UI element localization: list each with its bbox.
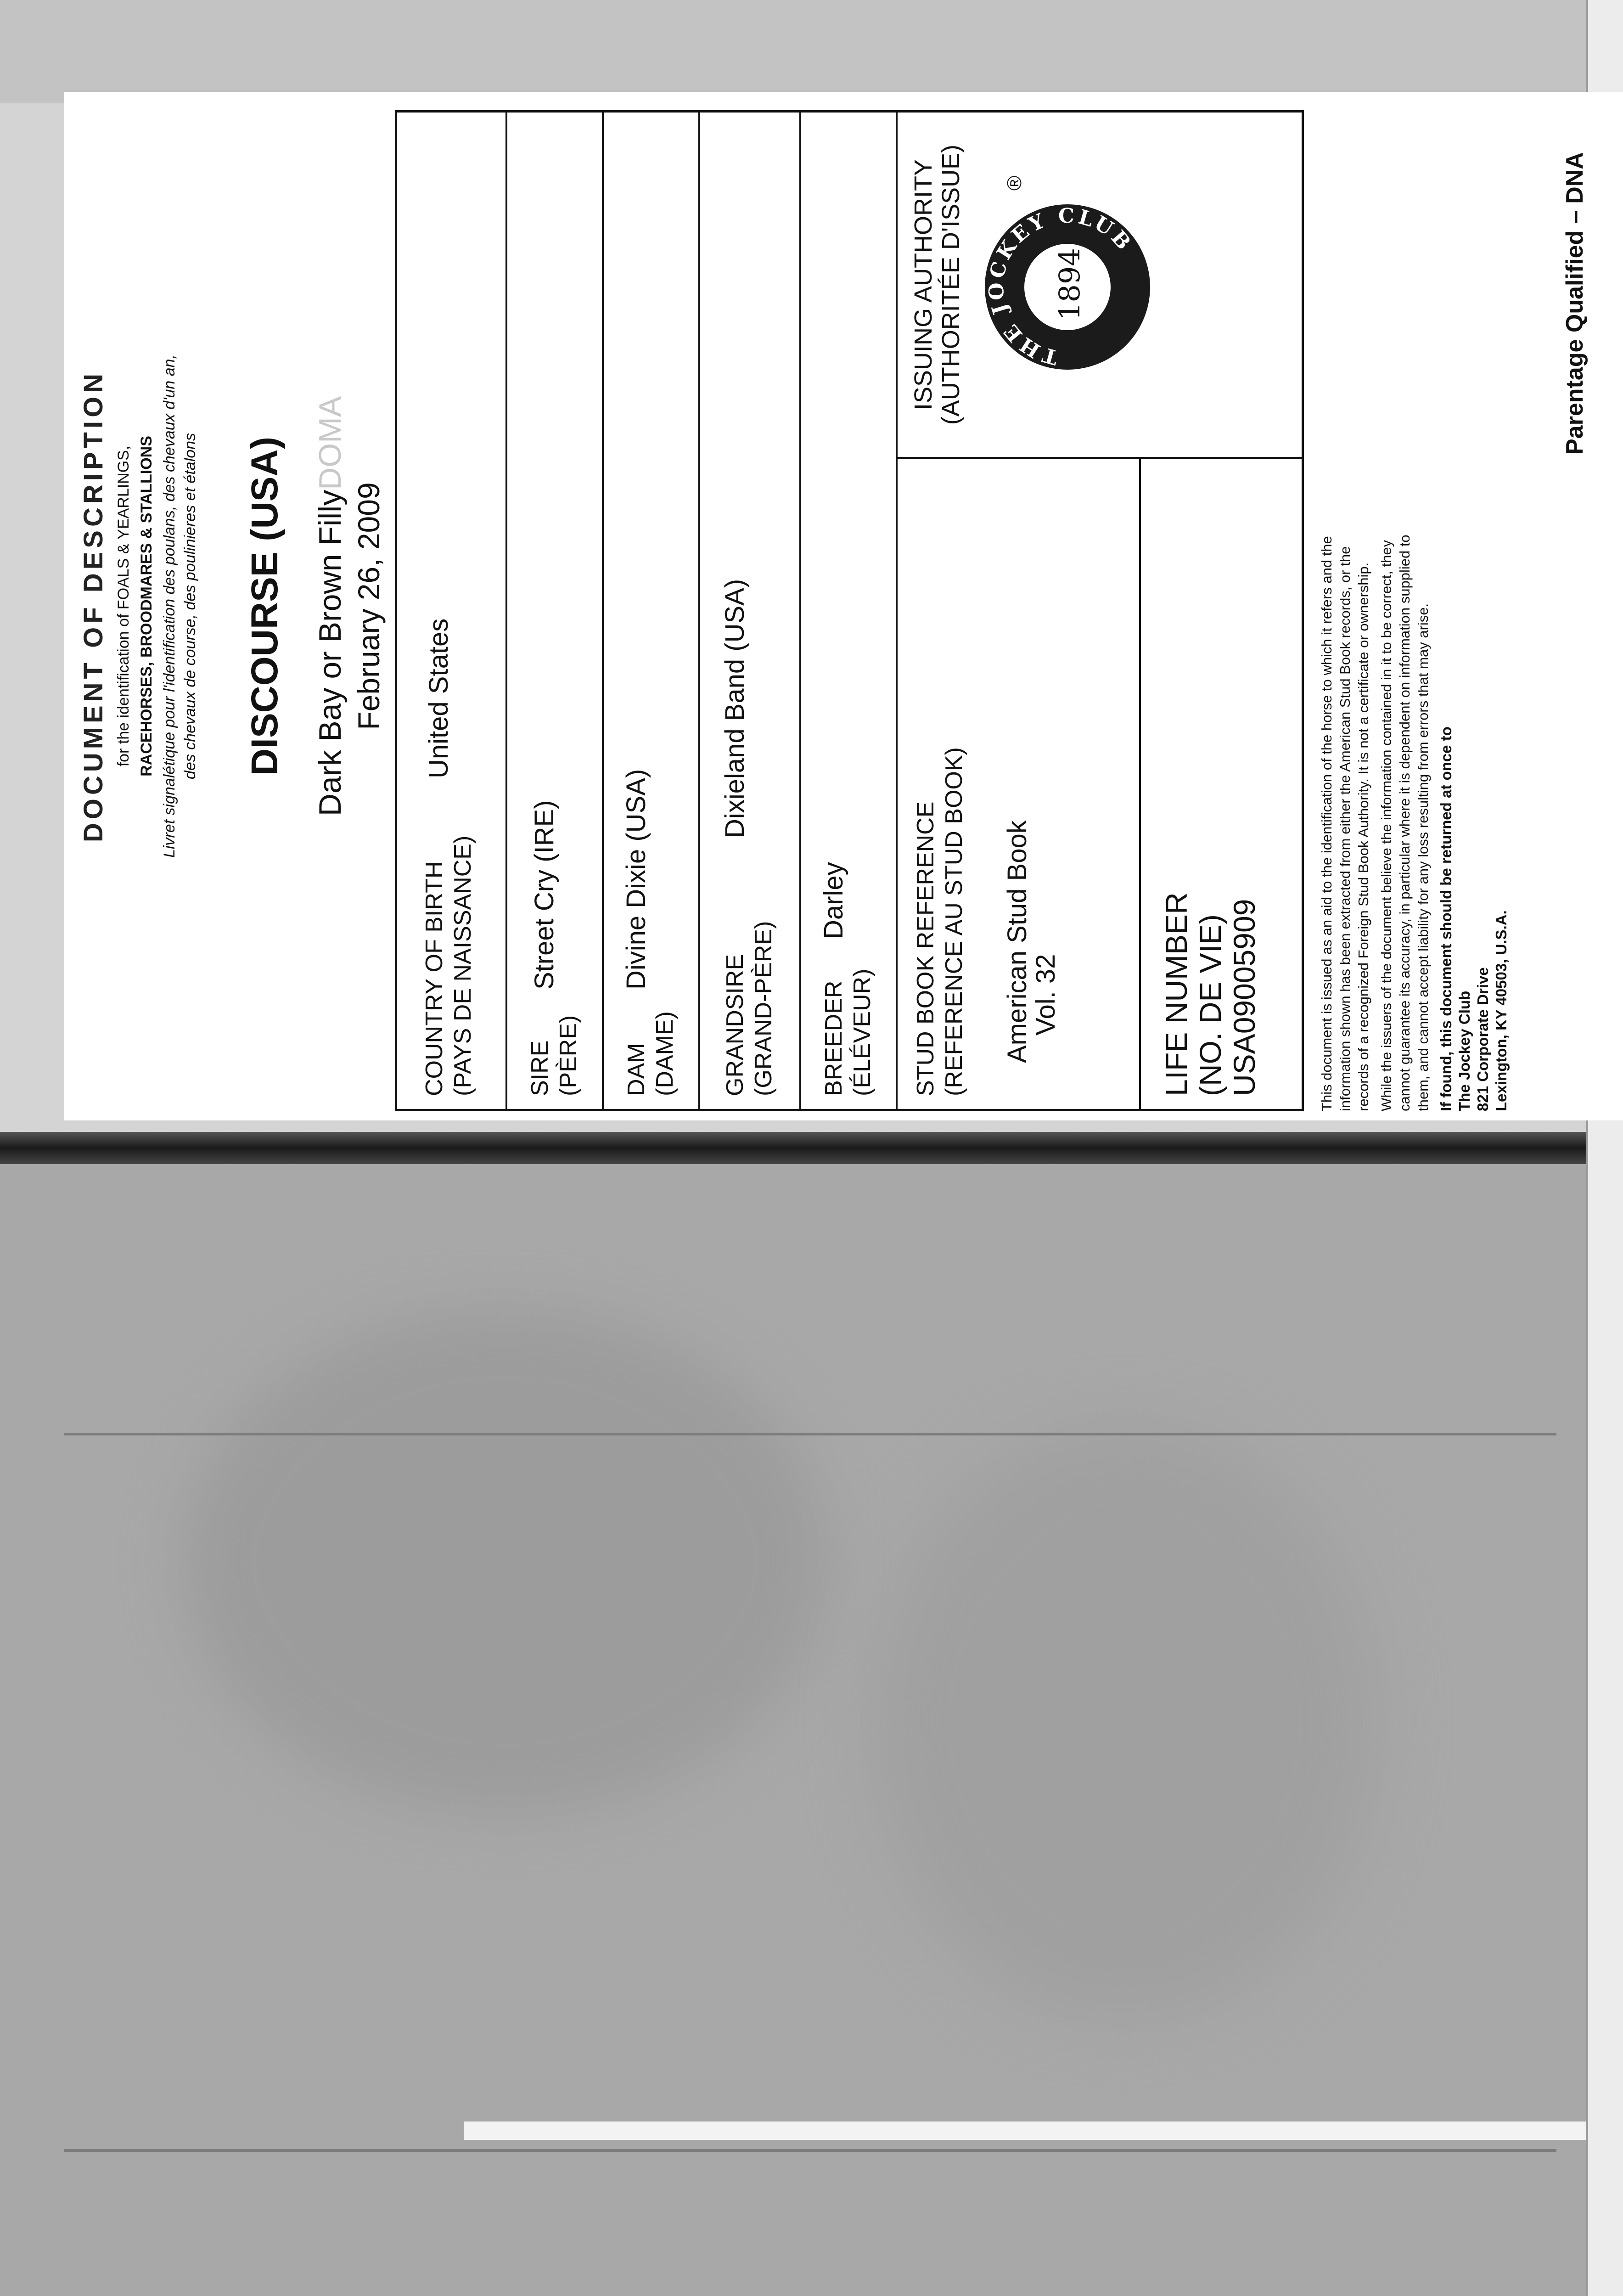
row-grandsire [700, 113, 801, 1109]
value-sire: Street Cry (IRE) [529, 800, 559, 990]
value-dam: Divine Dixie (USA) [621, 769, 651, 990]
value-life-number: USA09005909 [1227, 899, 1261, 1096]
seal-year: 1894 [1053, 248, 1086, 321]
label-breeder: BREEDER (ÉLÉVEUR) [820, 968, 876, 1096]
header-line: RACEHORSES, BROODMARES & STALLIONS [138, 436, 155, 777]
row-stud-book [898, 113, 1302, 1109]
registered-mark: ® [1003, 175, 1026, 191]
document-title: DOCUMENT OF DESCRIPTION [79, 370, 108, 843]
scan-margin-top [0, 0, 1586, 103]
header-line-french: des chevaux de course, des poulinieres et étalons [181, 433, 199, 780]
row-sire [507, 113, 604, 1109]
row-breeder [801, 113, 898, 1109]
row-country [397, 113, 507, 1109]
row-dam [604, 113, 700, 1109]
header-line: for the identification of FOALS & YEARLINGS, [115, 445, 132, 767]
label-issuing-authority-fr: (AUTHORITÉE D'ISSUE) [937, 144, 965, 425]
street-address: 821 Corporate Drive [1474, 967, 1491, 1111]
label-stud-book: STUD BOOK REFERENCE (REFERENCE AU STUD BOOK) [912, 747, 967, 1096]
label-country: COUNTRY OF BIRTH (PAYS DE NAISSANCE) [421, 835, 476, 1096]
fold-line [64, 2149, 1556, 2152]
page-edge [464, 2122, 1586, 2140]
stud-book-cell [898, 457, 1302, 1109]
registration-table [395, 110, 1304, 1111]
value-breeder: Darley [819, 862, 848, 939]
faded-imprint: DOMA [313, 396, 348, 490]
life-number: LIFE NUMBER (NO. DE VIE) USA09005909 [1159, 892, 1261, 1096]
seal-text: THE JOCKEY CLUB [985, 204, 1137, 369]
horse-name: DISCOURSE (USA) [244, 436, 286, 776]
seal-center [1022, 241, 1113, 333]
return-note: If found, this document should be returned at once to [1438, 726, 1455, 1111]
booklet-spine [0, 1132, 1586, 1164]
value-country: United States [424, 618, 454, 778]
disclaimer-paragraph-2: While the issuers of the document believe the information contained in it to be correct, they cannot guarantee its accuracy, in particular where it is dependent on information supplied to them, and cannot accept liability for any loss resulting from errors that may arise. [1378, 535, 1431, 1111]
document-page [64, 92, 1623, 1120]
org-name: The Jockey Club [1456, 990, 1473, 1111]
return-address [1437, 726, 1511, 1111]
value-grandsire: Dixieland Band (USA) [720, 579, 750, 838]
horse-description [312, 92, 348, 1120]
label-issuing-authority: ISSUING AUTHORITY [910, 159, 937, 411]
header-line-french: Livret signalétique pour l'identification des poulans, des chevaux d'un an, [161, 354, 178, 858]
dna-qualified-note: Parentage Qualified – DNA [1561, 152, 1588, 455]
issuing-authority-cell [898, 113, 1302, 457]
fold-line [64, 1433, 1556, 1435]
label-dam: DAM (DAME) [623, 1011, 678, 1096]
stud-book-reference [898, 459, 1141, 1109]
disclaimer-paragraph-1: This document is issued as an aid to the identification of the horse to which it refers and the information shown has been extracted from either the American Stud Book records, or the records of a recognized Foreign Stud Book Authority. It is not a certificate or ownership. [1319, 536, 1371, 1111]
back-cover-stain [184, 1309, 826, 1814]
jockey-club-seal-icon [985, 204, 1150, 370]
value-stud-book: American Stud Book Vol. 32 [1002, 820, 1061, 1063]
label-grandsire: GRANDSIRE (GRAND-PÈRE) [722, 921, 777, 1096]
city-address: Lexington, KY 40503, U.S.A. [1493, 910, 1510, 1111]
foaling-date: February 26, 2009 [352, 482, 386, 730]
horse-color-sex: Dark Bay or Brown Filly [313, 490, 348, 816]
back-cover-stain [872, 1424, 1377, 2020]
label-sire: SIRE (PÈRE) [527, 1015, 582, 1096]
